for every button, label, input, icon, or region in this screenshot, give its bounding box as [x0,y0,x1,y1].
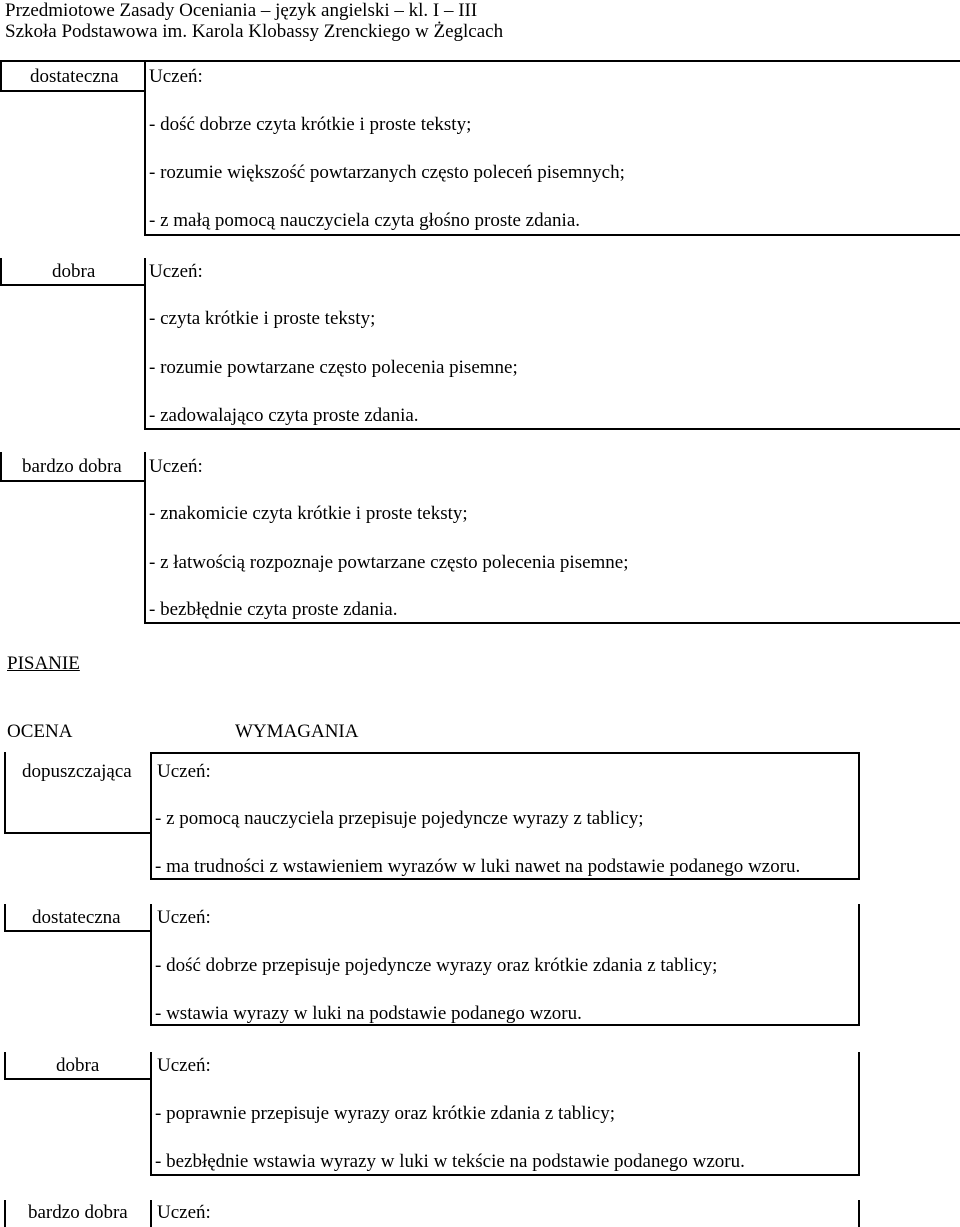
grade-label: bardzo dobra [22,456,122,477]
section-title-pisanie: PISANIE [7,653,80,674]
requirement-item: - znakomicie czyta krótkie i proste teksty; [149,503,468,524]
student-label: Uczeń: [149,261,203,282]
grade-label: dopuszczająca [22,761,132,782]
document-header-line-2: Szkoła Podstawowa im. Karola Klobassy Zrenckiego w Żeglcach [5,21,504,42]
student-label: Uczeń: [149,66,203,87]
grade-label: dobra [56,1055,100,1076]
grade-label: bardzo dobra [28,1202,128,1223]
requirement-item: - bezbłędnie wstawia wyrazy w luki w tekście na podstawie podanego wzoru. [155,1151,745,1172]
requirement-item: - rozumie większość powtarzanych często poleceń pisemnych; [149,162,625,183]
grade-label: dobra [52,261,96,282]
requirement-item: - dość dobrze przepisuje pojedyncze wyrazy oraz krótkie zdania z tablicy; [155,955,718,976]
requirement-item: - rozumie powtarzane często polecenia pisemne; [149,357,518,378]
student-label: Uczeń: [157,761,211,782]
requirement-item: - dość dobrze czyta krótkie i proste teksty; [149,114,472,135]
requirement-item: - z pomocą nauczyciela przepisuje pojedyncze wyrazy z tablicy; [155,808,644,829]
requirement-item: - bezbłędnie czyta proste zdania. [149,599,398,620]
requirement-item: - z łatwością rozpoznaje powtarzane często polecenia pisemne; [149,552,629,573]
student-label: Uczeń: [157,1202,211,1223]
student-label: Uczeń: [157,1055,211,1076]
document-header-line-1: Przedmiotowe Zasady Oceniania – język angielski – kl. I – III [5,0,478,21]
student-label: Uczeń: [149,456,203,477]
requirement-item: - wstawia wyrazy w luki na podstawie podanego wzoru. [155,1003,582,1024]
requirement-item: - czyta krótkie i proste teksty; [149,308,376,329]
column-header-ocena: OCENA [7,721,73,742]
requirement-item: - z małą pomocą nauczyciela czyta głośno proste zdania. [149,210,580,231]
requirement-item: - ma trudności z wstawieniem wyrazów w luki nawet na podstawie podanego wzoru. [155,856,801,877]
student-label: Uczeń: [157,907,211,928]
requirement-item: - poprawnie przepisuje wyrazy oraz krótkie zdania z tablicy; [155,1103,616,1124]
grade-label: dostateczna [30,66,119,87]
grade-label: dostateczna [32,907,121,928]
requirement-item: - zadowalająco czyta proste zdania. [149,405,419,426]
column-header-wymagania: WYMAGANIA [235,721,359,742]
